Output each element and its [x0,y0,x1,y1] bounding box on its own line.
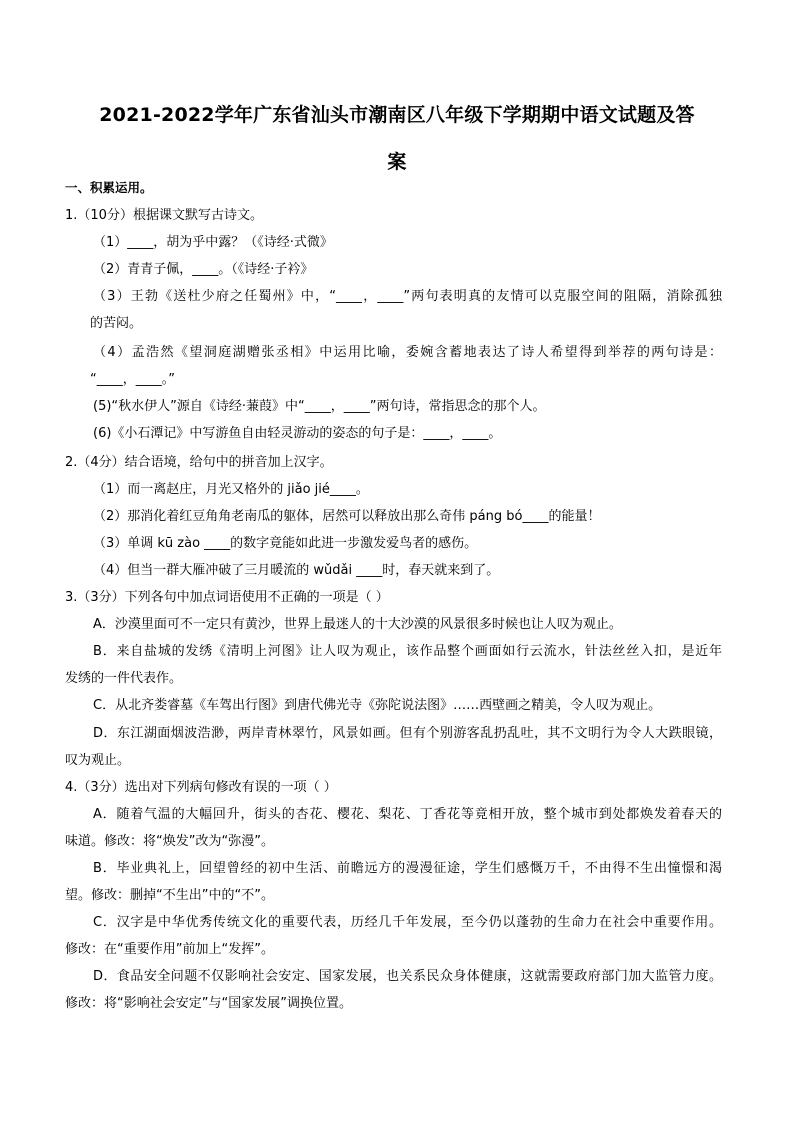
question-4-option-a-cont: 味道。修改：将“焕发”改为“弥漫”。 [65,834,274,849]
question-1-item-5: (5)“秋水伊人”源自《诗经·蒹葭》中“____，____”两句诗，常指思念的那个人。 [93,399,546,414]
question-1-item-2: （2）青青子佩，____。（《诗经·子衿》 [93,262,314,277]
question-2-item-1: （1）而一离赵庄，月光又格外的 jiǎo jié____。 [93,482,369,497]
question-4-option-a: A．随着气温的大幅回升，街头的杏花、樱花、梨花、丁香花等竟相开放，整个城市到处都焕发着春天的 [93,807,722,822]
question-1-item-3-cont: 的苦闷。 [90,316,143,331]
question-2-item-4: （4）但当一群大雁冲破了三月暖流的 wǔdǎi ____时，春天就来到了。 [93,563,500,578]
section-heading: 一、积累运用。 [65,180,153,195]
question-4-option-d-cont: 修改：将“影响社会安定”与“国家发展”调换位置。 [65,996,352,1011]
question-2-item-3: （3）单调 kū zào ____的数字竟能如此进一步激发爱鸟者的感伤。 [93,536,478,551]
question-2-stem: 2.（4分）结合语境，给句中的拼音加上汉字。 [65,455,333,470]
question-4-option-b: B．毕业典礼上，回望曾经的初中生活、前瞻远方的漫漫征途，学生们感慨万千，不由得不生出憧憬和渴 [93,861,722,876]
question-4-option-c-cont: 修改：在“重要作用”前加上“发挥”。 [65,942,274,957]
question-1-item-4-cont: “____，____。” [90,372,175,387]
question-3-option-c: C．从北齐娄睿墓《车驾出行图》到唐代佛光寺《弥陀说法图》……西壁画之精美，令人叹为观止。 [93,698,662,713]
question-3-stem: 3.（3分）下列各句中加点词语使用不正确的一项是（ ） [65,590,389,605]
question-1-stem: 1.（10分）根据课文默写古诗文。 [65,208,263,223]
question-3-option-d: D．东江湖面烟波浩渺，两岸青林翠竹，风景如画。但有个别游客乱扔乱吐，其不文明行为令人大跌眼镜， [93,726,722,741]
question-4-stem: 4.（3分）选出对下列病句修改有误的一项（ ） [65,780,337,795]
question-1-item-1: （1）____，胡为乎中露？（《诗经·式微》 [93,235,333,250]
question-4-option-c: C．汉字是中华优秀传统文化的重要代表，历经几千年发展，至今仍以蓬勃的生命力在社会中重要作用。 [93,915,722,930]
title-line-1: 2021-2022学年广东省汕头市潮南区八年级下学期期中语文试题及答 [99,104,695,126]
question-2-item-2: （2）那消化着红豆角角老南瓜的躯体，居然可以释放出那么奇伟 páng bó____的能量！ [93,509,601,524]
document-title [60,92,734,186]
question-1-item-3: （3）王勃《送杜少府之任蜀州》中，“____，____”两句表明真的友情可以克服空间的阻隔，消除孤独 [93,289,722,304]
question-4-option-d: D．食品安全问题不仅影响社会安定、国家发展，也关系民众身体健康，这就需要政府部门加大监管力度。 [93,969,722,984]
title-line-2: 案 [387,151,407,173]
question-3-option-b: B．来自盐城的发绣《清明上河图》让人叹为观止，该作品整个画面如行云流水，针法丝丝入扣，是近年 [93,644,722,659]
question-3-option-b-cont: 发绣的一件代表作。 [65,671,183,686]
question-1-item-6: (6)《小石潭记》中写游鱼自由轻灵游动的姿态的句子是：____，____。 [93,426,502,441]
question-1-item-4: （4）孟浩然《望洞庭湖赠张丞相》中运用比喻，委婉含蓄地表达了诗人希望得到举荐的两句诗是： [93,345,722,360]
question-3-option-d-cont: 叹为观止。 [65,753,131,768]
question-3-option-a: A．沙漠里面可不一定只有黄沙，世界上最迷人的十大沙漠的风景很多时候也让人叹为观止。 [93,617,622,632]
question-4-option-b-cont: 望。修改：删掉“不生出”中的“不”。 [65,888,274,903]
